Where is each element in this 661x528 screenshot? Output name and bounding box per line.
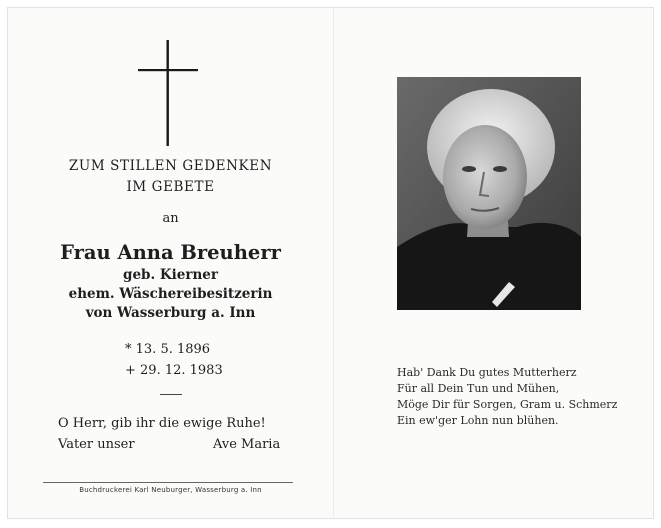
heading-line-1: ZUM STILLEN GEDENKEN (68, 158, 273, 174)
footer-rule (43, 482, 293, 483)
prayer-ave-maria: Ave Maria (213, 437, 281, 452)
left-panel (8, 8, 333, 518)
verse-line-4: Ein ew'ger Lohn nun blühen. (397, 414, 559, 427)
cross-icon (138, 40, 198, 146)
heading-line-2: IM GEBETE (126, 179, 215, 195)
portrait-photo (397, 77, 581, 310)
prayer-vater-unser: Vater unser (58, 437, 135, 452)
right-panel (334, 8, 654, 518)
birth-name: geb. Kierner (123, 267, 218, 283)
prayer-line: O Herr, gib ihr die ewige Ruhe! (58, 416, 266, 431)
death-date: + 29. 12. 1983 (125, 363, 223, 378)
printer-credit: Buchdruckerei Karl Neuburger, Wasserburg a. Inn (79, 486, 262, 494)
memorial-card (7, 7, 654, 519)
dedication-an: an (162, 211, 179, 226)
divider-dash (160, 394, 182, 395)
verse-line-3: Möge Dir für Sorgen, Gram u. Schmerz (397, 398, 618, 411)
hometown: von Wasserburg a. Inn (85, 305, 256, 321)
verse-line-1: Hab' Dank Du gutes Mutterherz (397, 366, 577, 379)
deceased-name: Frau Anna Breuherr (60, 241, 281, 264)
birth-date: * 13. 5. 1896 (125, 342, 211, 357)
portrait-photo-icon (397, 77, 581, 310)
verse-line-2: Für all Dein Tun und Mühen, (397, 382, 560, 395)
occupation: ehem. Wäschereibesitzerin (68, 286, 273, 302)
